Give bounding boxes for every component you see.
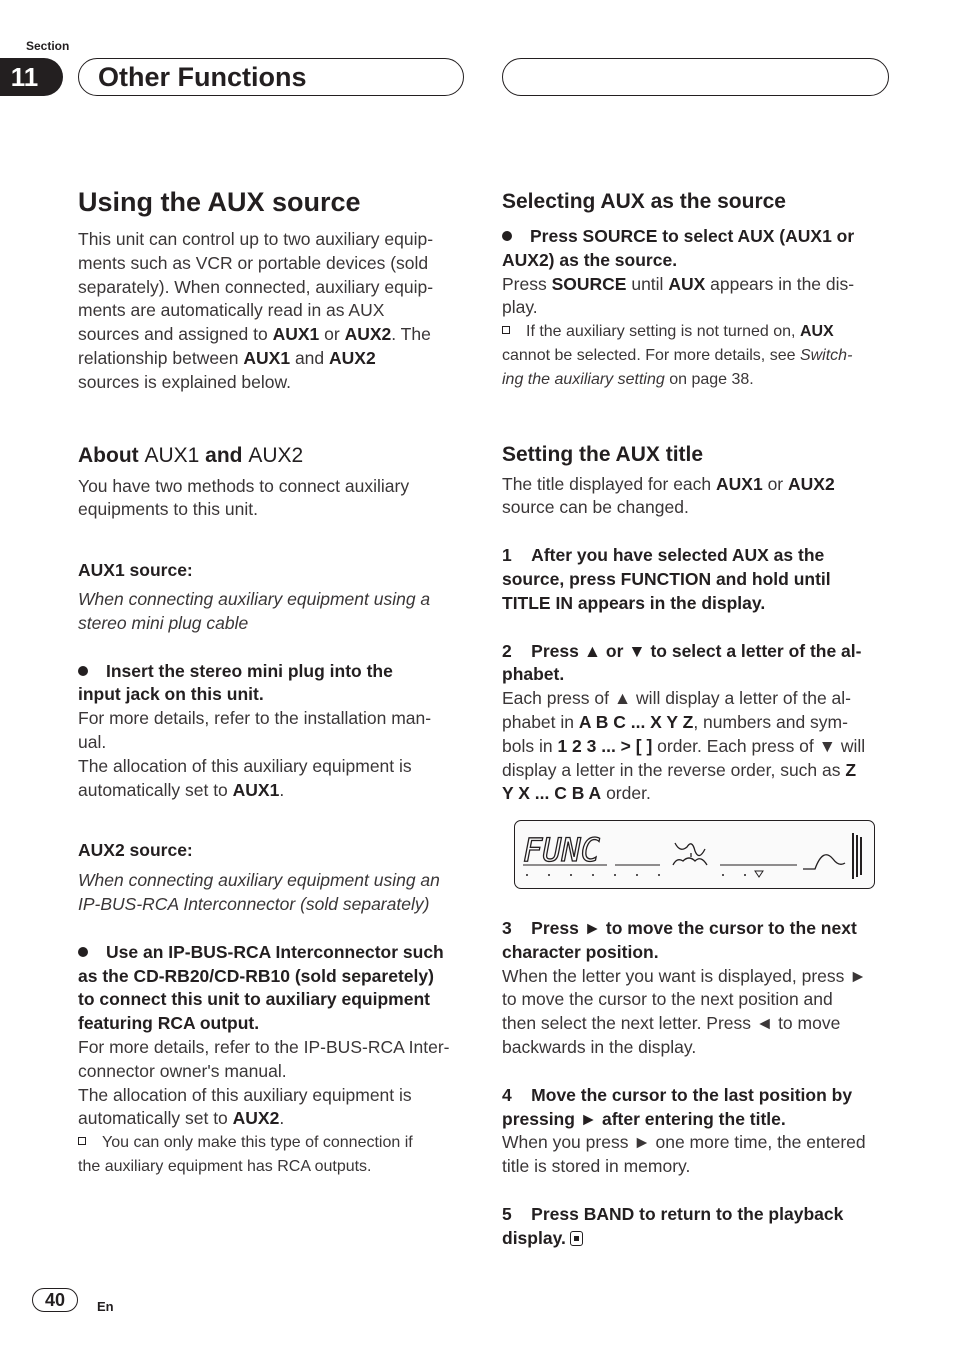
bullet-icon (78, 666, 88, 676)
lcd-display-illustration (514, 820, 875, 889)
title-intro: The title displayed for each AUX1 or AUX2 source can be changed. (502, 473, 835, 518)
intro-line: separately). When connected, auxiliary equip- (78, 276, 434, 297)
title-heading: Setting the AUX title (502, 442, 704, 466)
curve-icon (803, 855, 845, 869)
aux1-description: When connecting auxiliary equipment using a stereo mini plug cable (78, 588, 431, 633)
left-column (78, 186, 468, 1179)
select-step: Press SOURCE to select AUX (AUX1 or AUX2) as the source. (502, 226, 855, 270)
bar-meter-icon (853, 833, 861, 879)
step-3-details: When the letter you want is displayed, press ► to move the cursor to the next position and then select the next letter. Press ◄ to move backwards in the display. (502, 965, 867, 1057)
main-title: Using the AUX source (78, 187, 361, 217)
aux2-description: When connecting auxiliary equipment using an IP-BUS-RCA Interconnector (sold separately) (78, 870, 440, 914)
aux1-step: Insert the stereo mini plug into the input jack on this unit. (78, 660, 393, 705)
sparkle-icon (673, 843, 707, 865)
right-column-lower (502, 917, 894, 1251)
intro-line: ments such as VCR or portable devices (sold (78, 252, 429, 273)
intro-line: ments are automatically read in as AUX (78, 300, 385, 321)
select-heading: Selecting AUX as the source (502, 190, 786, 213)
aux1-details: For more details, refer to the installation man- ual. The allocation of this auxiliary equipment is automatically set to AUX1. (78, 708, 432, 800)
bullet-icon (502, 231, 512, 241)
about-paragraph: You have two methods to connect auxiliary equipments to this unit. (78, 475, 410, 520)
section-number-badge: 11 (0, 58, 63, 96)
step-1: 1 After you have selected AUX as the source, press FUNCTION and hold until TITLE IN appears in the display. (502, 545, 831, 613)
aux2-heading: AUX2 source: (78, 840, 193, 861)
intro-line: sources is explained below. (78, 371, 292, 392)
right-column (502, 186, 894, 806)
section-title: Other Functions (98, 62, 307, 92)
intro-line: sources and assigned to AUX1 or AUX2. The (78, 324, 431, 345)
note-square-icon (502, 326, 510, 334)
step-2: 2 Press ▲ or ▼ to select a letter of the al- phabet. (502, 640, 862, 685)
section-label: Section (26, 39, 70, 53)
intro-line: relationship between AUX1 and AUX2 (78, 347, 376, 368)
aux2-details: For more details, refer to the IP-BUS-RCA Inter- connector owner's manual. The allocation of this auxiliary equipment is automatically set to AUX2. (78, 1036, 450, 1129)
select-note: If the auxiliary setting is not turned on, AUX cannot be selected. For more details, see Switch- ing the auxiliary setting on page 38. (502, 323, 853, 388)
step-4-details: When you press ► one more time, the entered title is stored in memory. (502, 1132, 866, 1177)
about-heading: About AUX1 and AUX2 (78, 443, 304, 467)
aux1-heading: AUX1 source: (78, 560, 193, 581)
lcd-display-graphic (515, 821, 873, 887)
header-empty-box (502, 58, 889, 96)
intro-paragraph (78, 228, 468, 395)
small-triangle-icon (755, 871, 763, 877)
step-2-details: Each press of ▲ will display a letter of the al- phabet in A B C ... X Y Z, numbers and sym- bols in 1 2 3 ... > [ ] order. Each press of ▼ will display a letter in the reverse order, such as Z Y X ... C B A order. (502, 688, 866, 804)
step-5: 5 Press BAND to return to the playback display. (502, 1203, 844, 1248)
language-label: En (97, 1299, 114, 1314)
aux2-note: You can only make this type of connection if the auxiliary equipment has RCA outputs. (78, 1134, 413, 1175)
select-details: Press SOURCE until AUX appears in the dis- play. (502, 273, 855, 318)
bullet-icon (78, 947, 88, 957)
page-number: 40 (32, 1288, 78, 1312)
display-text: FUNC (523, 831, 601, 869)
end-mark-icon (570, 1231, 583, 1246)
aux2-step: Use an IP-BUS-RCA Interconnector such as the CD-RB20/CD-RB10 (sold separetely) to connect this unit to auxiliary equipment featuring RCA output. (78, 941, 444, 1034)
step-3: 3 Press ► to move the cursor to the next character position. (502, 918, 857, 962)
note-square-icon (78, 1137, 86, 1145)
step-4: 4 Move the cursor to the last position by pressing ► after entering the title. (502, 1084, 853, 1129)
intro-line: This unit can control up to two auxiliary equip- (78, 229, 434, 249)
